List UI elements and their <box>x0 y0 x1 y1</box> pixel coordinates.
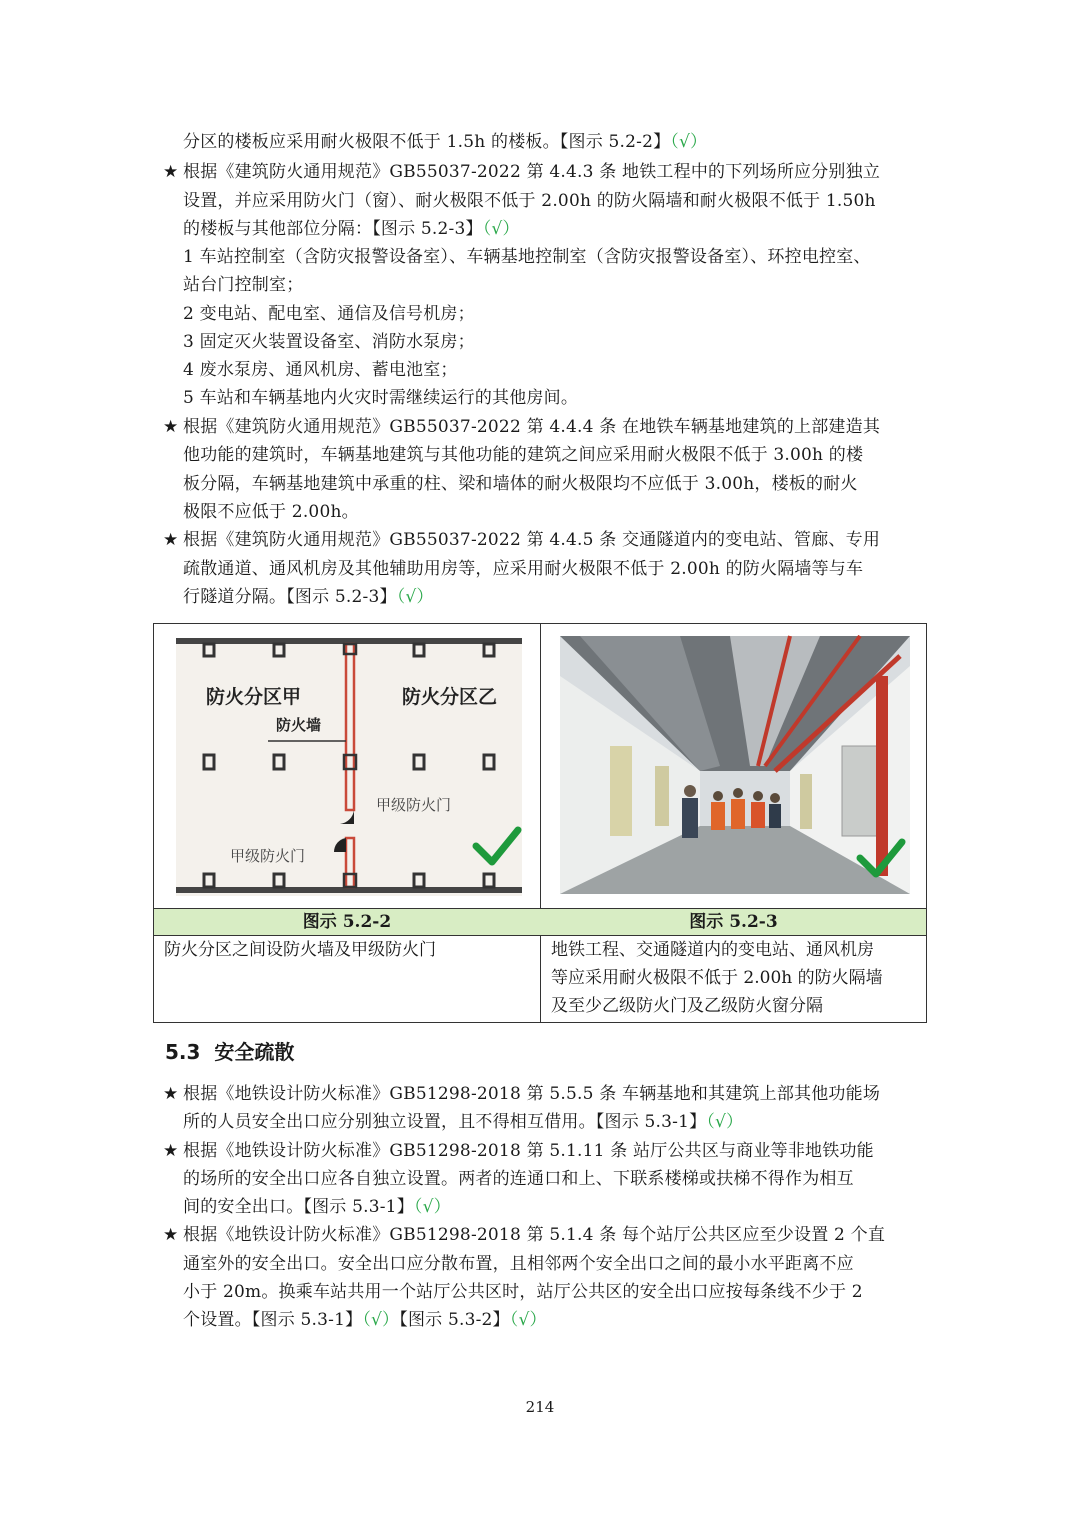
text-line: 间的安全出口。【图示 5.3-1】（√） <box>183 1197 451 1217</box>
text-line: 分区的楼板应采用耐火极限不低于 1.5h 的楼板。【图示 5.2-2】（√） <box>183 132 708 152</box>
figure-caption-left: 图示 5.2-2 <box>302 912 392 932</box>
figure-table <box>153 623 927 1023</box>
star-icon: ★ <box>163 162 179 182</box>
list-item: 1 车站控制室（含防灾报警设备室）、车辆基地控制室（含防灾报警设备室）、环控电控室、 <box>183 247 871 267</box>
text-line: 极限不应低于 2.00h。 <box>183 502 359 522</box>
text-line: 的楼板与其他部位分隔：【图示 5.2-3】（√） <box>183 219 520 239</box>
text-line: 个设置。【图示 5.3-1】（√）【图示 5.3-2】（√） <box>183 1310 547 1330</box>
star-icon: ★ <box>163 530 179 550</box>
corridor-photo-svg <box>541 624 926 908</box>
star-icon: ★ <box>163 1084 179 1104</box>
text-line: 通室外的安全出口。安全出口应分散布置，且相邻两个安全出口之间的最小水平距离不应 <box>183 1254 854 1274</box>
column-divider <box>540 624 541 1022</box>
text-line: 的场所的安全出口应各自独立设置。两者的连通口和上、下联系楼梯或扶梯不得作为相互 <box>183 1169 854 1189</box>
text-line: 根据《地铁设计防火标准》GB51298-2018 第 5.1.11 条 站厅公共区与商业等非地铁功能 <box>183 1141 874 1161</box>
figure-description-left: 防火分区之间设防火墙及甲级防火门 <box>164 940 436 960</box>
figure-description-right: 地铁工程、交通隧道内的变电站、通风机房 等应采用耐火极限不低于 2.00h 的防火隔墙 及至少乙级防火门及乙级防火窗分隔 <box>551 940 883 1016</box>
text-line: 设置，并应采用防火门（窗）、耐火极限不低于 2.00h 的防火隔墙和耐火极限不低于 1.50h <box>183 191 876 211</box>
text-line: 小于 20m。换乘车站共用一个站厅公共区时，站厅公共区的安全出口应按每条线不少于 2 <box>183 1282 863 1302</box>
door-upper-label: 甲级防火门 <box>376 797 452 814</box>
text-line: 根据《地铁设计防火标准》GB51298-2018 第 5.1.4 条 每个站厅公共区应至少设置 2 个直 <box>183 1225 886 1245</box>
corridor-photo <box>541 624 926 908</box>
text-line: 根据《地铁设计防火标准》GB51298-2018 第 5.5.5 条 车辆基地和其建筑上部其他功能场 <box>183 1084 881 1104</box>
text-line: 他功能的建筑时，车辆基地建筑与其他功能的建筑之间应采用耐火极限不低于 3.00h 的楼 <box>183 445 864 465</box>
text-line: 所的人员安全出口应分别独立设置，且不得相互借用。【图示 5.3-1】（√） <box>183 1112 744 1132</box>
star-icon: ★ <box>163 417 179 437</box>
caption-row <box>154 908 926 936</box>
zone-b-label: 防火分区乙 <box>402 687 498 708</box>
text-line: 疏散通道、通风机房及其他辅助用房等，应采用耐火极限不低于 2.00h 的防火隔墙等与车 <box>183 559 864 579</box>
list-item: 4 废水泵房、通风机房、蓄电池室； <box>183 360 458 380</box>
door-lower-label: 甲级防火门 <box>230 848 306 865</box>
star-icon: ★ <box>163 1225 179 1245</box>
page-number: 214 <box>525 1398 555 1416</box>
text-line: 根据《建筑防火通用规范》GB55037-2022 第 4.4.4 条 在地铁车辆基地建筑的上部建造其 <box>183 417 881 437</box>
text-line: 根据《建筑防火通用规范》GB55037-2022 第 4.4.5 条 交通隧道内的变电站、管廊、专用 <box>183 530 881 550</box>
firewall-label: 防火墙 <box>276 717 322 734</box>
zone-a-label: 防火分区甲 <box>206 687 302 708</box>
list-item: 3 固定灭火装置设备室、消防水泵房； <box>183 332 475 352</box>
section-heading: 5.3 安全疏散 <box>165 1040 295 1064</box>
list-item: 5 车站和车辆基地内火灾时需继续运行的其他房间。 <box>183 388 579 408</box>
text-line: 板分隔，车辆基地建筑中承重的柱、梁和墙体的耐火极限均不应低于 3.00h，楼板的耐火 <box>183 474 858 494</box>
fire-compartment-diagram <box>154 624 540 908</box>
text-line: 根据《建筑防火通用规范》GB55037-2022 第 4.4.3 条 地铁工程中的下列场所应分别独立 <box>183 162 881 182</box>
list-item: 站台门控制室； <box>183 275 304 295</box>
plan-diagram-svg <box>154 624 540 908</box>
figure-caption-right: 图示 5.2-3 <box>689 912 778 932</box>
list-item: 2 变电站、配电室、通信及信号机房； <box>183 304 475 324</box>
star-icon: ★ <box>163 1141 179 1161</box>
text-line: 行隧道分隔。【图示 5.2-3】（√） <box>183 587 434 607</box>
